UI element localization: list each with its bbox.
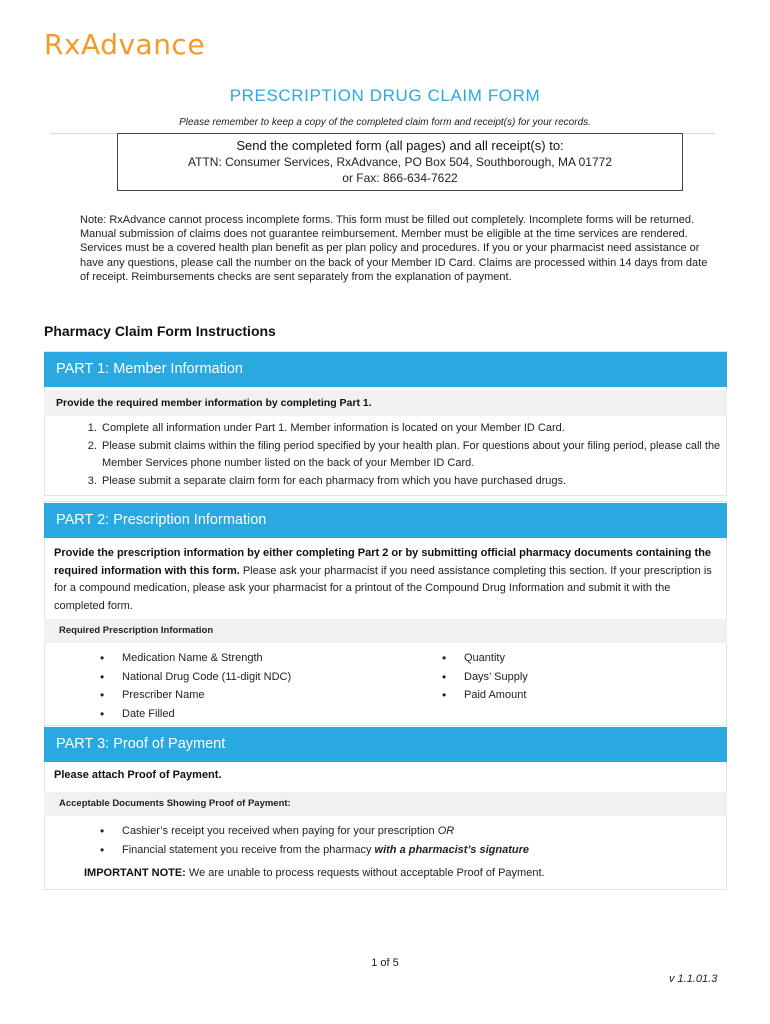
proof-item-text: Cashier’s receipt you received when paying for your prescription (122, 825, 438, 837)
proof-item (122, 841, 722, 860)
required-item: • Date Filled (122, 705, 291, 724)
send-instruction: Send the completed form (all pages) and all receipt(s) to: (236, 138, 564, 153)
part1-subheading: Provide the required member information by completing Part 1. (44, 390, 727, 416)
proof-items (100, 822, 722, 859)
required-item: • Days’ Supply (464, 668, 528, 687)
required-item: • Medication Name & Strength (122, 649, 291, 668)
important-note (84, 867, 545, 879)
part2-intro (54, 545, 719, 615)
important-text: We are unable to process requests without acceptable Proof of Payment. (185, 867, 545, 879)
version-label: v 1.1.01.3 (669, 973, 718, 985)
required-item: • Paid Amount (464, 686, 528, 705)
proof-item (122, 822, 722, 841)
part2-header: PART 2: Prescription Information (44, 503, 727, 538)
fax-number: or Fax: 866-634-7622 (342, 171, 458, 185)
part1-step: 3. Please submit a separate claim form for each pharmacy from which you have purchased drugs. (100, 473, 740, 491)
rxadvance-logo: RxAdvance (44, 28, 206, 61)
proof-item-emphasis: with a pharmacist’s signature (374, 843, 529, 856)
required-item: • Quantity (464, 649, 528, 668)
part3-header: PART 3: Proof of Payment (44, 727, 727, 762)
form-subtitle: Please remember to keep a copy of the completed claim form and receipt(s) for your records. (179, 117, 591, 128)
required-info-label: Required Prescription Information (44, 619, 727, 643)
send-address-box (117, 133, 683, 191)
attach-proof-label: Please attach Proof of Payment. (54, 769, 222, 781)
part1-step: 1. Complete all information under Part 1. Member information is located on your Member ID Card. (100, 420, 740, 438)
proof-item-text: Financial statement you receive from the pharmacy (122, 843, 375, 856)
part1-steps (78, 420, 740, 490)
proof-item-emphasis: OR (437, 825, 455, 837)
important-label: IMPORTANT NOTE: (84, 867, 186, 879)
page-number: 1 of 5 (371, 957, 399, 969)
required-items-left (100, 649, 291, 723)
part1-step: 2. Please submit claims within the filing period specified by your health plan. For questions about your filing period, please call the Member Services phone number listed on the back of your Member ID Card. (100, 438, 740, 473)
note-label: Note: (80, 214, 107, 226)
acceptable-documents-label: Acceptable Documents Showing Proof of Payment: (44, 792, 727, 816)
note-paragraph (80, 213, 710, 284)
part1-header: PART 1: Member Information (44, 352, 727, 387)
required-item: • National Drug Code (11-digit NDC) (122, 668, 291, 687)
part2-intro-text: Please ask your pharmacist if you need assistance completing this section. If your prescription is for a compound medication, please ask your pharmacist for a printout of the Compound Drug Information and submit it with the completed form. (54, 564, 712, 612)
form-title: PRESCRIPTION DRUG CLAIM FORM (229, 86, 541, 105)
required-item: • Prescriber Name (122, 686, 291, 705)
note-text: RxAdvance cannot process incomplete forms. This form must be filled out completely. Incomplete forms will be returned. Manual submission of claims does not guarantee reimbursement. Member must be eligible at the time services are rendered. Services must be a covered health plan benefit as per plan policy and procedures. If you or your pharmacist need assistance or have any questions, please call the number on the back of your Member ID Card. Claims are processed within 14 days from date of receipt. Reimbursements checks are sent separately from the explanation of payment. (80, 214, 708, 283)
mailing-address: ATTN: Consumer Services, RxAdvance, PO Box 504, Southborough, MA 01772 (188, 155, 612, 169)
required-items-right (442, 649, 528, 705)
instructions-heading: Pharmacy Claim Form Instructions (44, 323, 276, 339)
part2-intro-bold: Provide the prescription information by either completing Part 2 or by submitting official pharmacy documents containing the required information with this form. (54, 547, 712, 577)
